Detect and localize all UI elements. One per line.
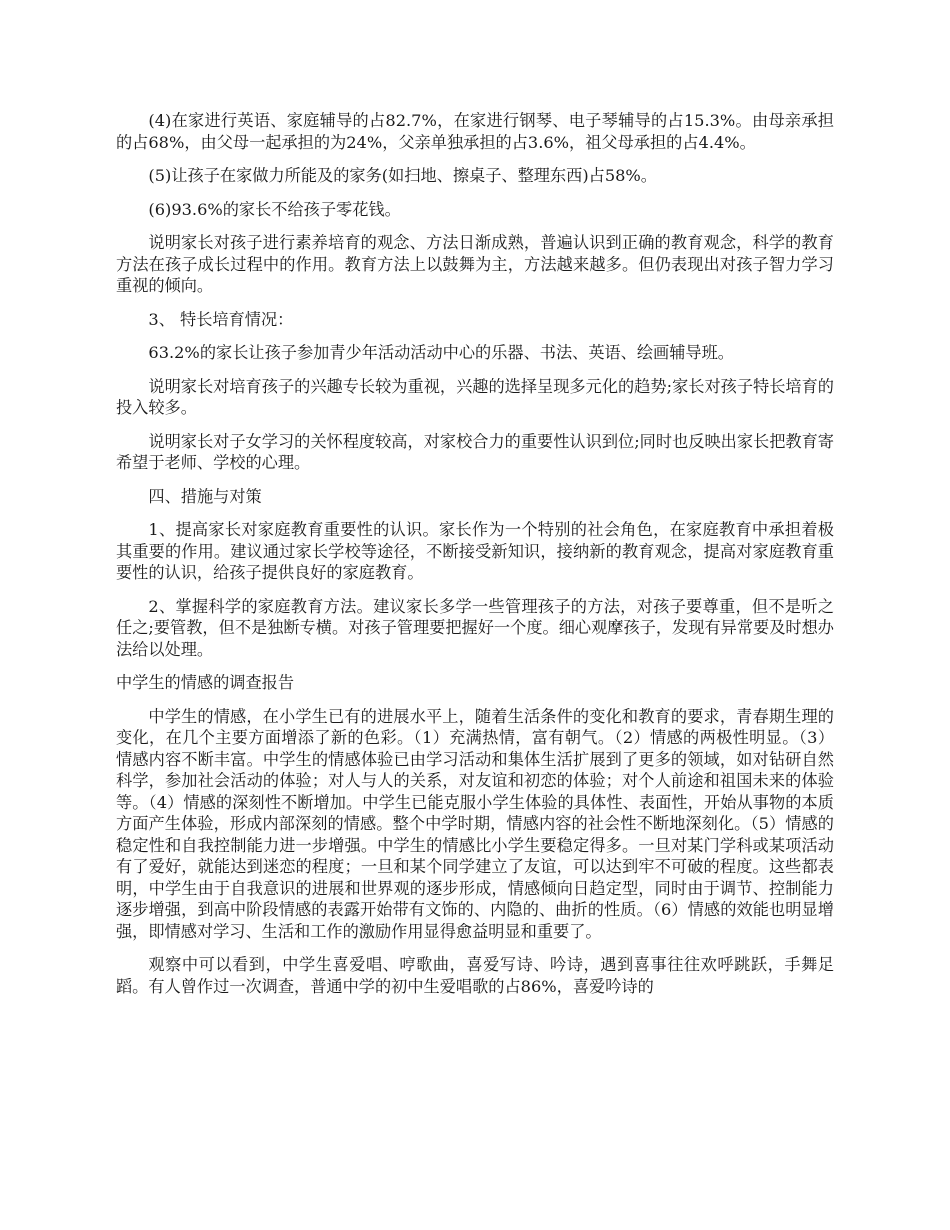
paragraph-measure-1: 1、提高家长对家庭教育重要性的认识。家长作为一个特别的社会角色，在家庭教育中承担着极其重要的作用。建议通过家长学校等途径，不断接受新知识，接纳新的教育观念，提高对家庭教育重要性的认识，给孩子提供良好的家庭教育。: [116, 520, 834, 582]
paragraph-talent-conclusion: 说明家长对培育孩子的兴趣专长较为重视，兴趣的选择呈现多元化的趋势;家长对孩子特长培育的投入较多。: [116, 376, 834, 417]
report-title: 中学生的情感的调查报告: [116, 673, 295, 692]
paragraph-education-conclusion: 说明家长对孩子进行素养培育的观念、方法日渐成熟，普遍认识到正确的教育观念，科学的教育方法在孩子成长过程中的作用。教育方法上以鼓舞为主，方法越来越多。但仍表现出对孩子智力学习重视的倾向。: [116, 233, 834, 295]
paragraph-measure-2: 2、掌握科学的家庭教育方法。建议家长多学一些管理孩子的方法，对孩子要尊重，但不是听之任之;要管教，但不是独断专横。对孩子管理要把握好一个度。细心观摩孩子，发现有异常要及时想办法给以处理。: [116, 596, 834, 659]
paragraph-school-cooperation-conclusion: 说明家长对子女学习的关怀程度较高，对家校合力的重要性认识到位;同时也反映出家长把教育寄希望于老师、学校的心理。: [116, 431, 834, 472]
paragraph-observation: 观察中可以看到，中学生喜爱唱、哼歌曲，喜爱写诗、吟诗，遇到喜事往往欢呼跳跃，手舞足蹈。有人曾作过一次调查，普通中学的初中生爱唱歌的占86%，喜爱吟诗的: [116, 955, 834, 996]
paragraph-talent-stats: 63.2%的家长让孩子参加青少年活动活动中心的乐器、书法、英语、绘画辅导班。: [148, 343, 734, 362]
section-heading-measures: 四、措施与对策: [148, 486, 262, 506]
paragraph-housework-stats: (5)让孩子在家做力所能及的家务(如扫地、擦桌子、整理东西)占58%。: [148, 166, 657, 185]
paragraph-emotion-features: 中学生的情感，在小学生已有的进展水平上，随着生活条件的变化和教育的要求，青春期生理的变化，在几个主要方面增添了新的色彩。（1）充满热情，富有朝气。（2）情感的两极性明显。（3）情感内容不断丰富。中学生的情感体验已由学习活动和集体生活扩展到了更多的领域，如对钻研自然科学，参加社会活动的体验；对人与人的关系，对友谊和初恋的体验；对个人前途和祖国未来的体验等。（4）情感的深刻性不断增加。中学生已能克服小学生体验的具体性、表面性，开始从事物的本质方面产生体验，形成内部深刻的情感。整个中学时期，情感内容的社会性不断地深刻化。（5）情感的稳定性和自我控制能力进一步增强。中学生的情感比小学生要稳定得多。一旦对某门学科或某项活动有了爱好，就能达到迷恋的程度；一旦和某个同学建立了友谊，可以达到牢不可破的程度。这些都表明，中学生由于自我意识的进展和世界观的逐步形成，情感倾向日趋定型，同时由于调节、控制能力逐步增强，到高中阶段情感的表露开始带有文饰的、内隐的、曲折的性质。（6）情感的效能也明显增强，即情感对学习、生活和工作的激励作用显得愈益明显和重要了。: [116, 706, 834, 941]
section-heading-talent-training: 3、 特长培育情况：: [148, 309, 294, 329]
paragraph-tutoring-stats: (4)在家进行英语、家庭辅导的占82.7%，在家进行钢琴、电子琴辅导的占15.3%。由母亲承担的占68%，由父母一起承担的为24%，父亲单独承担的占3.6%，祖父母承担的占4.4%。: [116, 111, 834, 152]
paragraph-pocket-money-stats: (6)93.6%的家长不给孩子零花钱。: [148, 199, 401, 219]
